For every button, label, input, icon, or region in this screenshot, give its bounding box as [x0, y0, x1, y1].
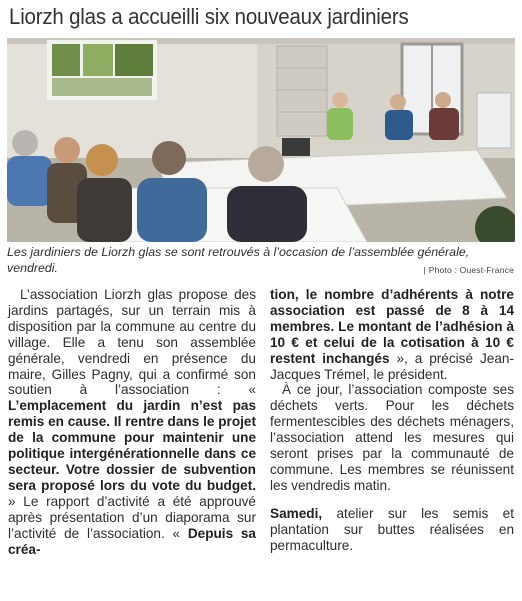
paragraph [270, 287, 514, 382]
quote-bold: Depuis sa créa- [8, 525, 256, 557]
article-column-left [8, 287, 256, 557]
article-photo [7, 38, 515, 242]
credit-separator: | [423, 265, 426, 275]
body-text: atelier sur les semis et plantation sur buttes réalisées en permaculture. [270, 505, 514, 553]
paragraph [270, 506, 514, 554]
quote-bold: tion, le nombre d’adhérents à notre association est passé de 8 à 14 membres. Le montant de l’adhésion à 10 € et celui de la cotisation à 10 € restent inchangés [270, 287, 514, 366]
quote-bold: L’emplacement du jardin n’est pas remis en cause. Il rentre dans le projet de la commune pour maintenir une politique intergénérationnelle dans ce secteur. Votre dossier de subvention sera proposé lors du vote du budget. [8, 398, 256, 493]
photo-credit [423, 265, 514, 275]
photo-caption: Les jardiniers de Liorzh glas se sont retrouvés à l’occasion de l’assemblée générale, vendredi. [7, 245, 470, 275]
body-text: L’association Liorzh glas propose des jardins partagés, sur un terrain mis à disposition par la commune au centre du village. Elle a tenu son assemblée générale, vendredi en présence du maire, Gilles Pagny, qui a confirmé son soutien à l’association : « [8, 287, 256, 398]
body-text: » Le rapport d’activité a été approuvé après présentation d’un diaporama sur l’activité de l’association. « [8, 493, 256, 541]
credit-text: Photo : Ouest-France [428, 265, 514, 275]
article-headline: Liorzh glas a accueilli six nouveaux jardiniers [9, 4, 409, 29]
body-text: », a précisé Jean-Jacques Trémel, le président. [270, 350, 514, 382]
article-column-right [270, 287, 514, 554]
paragraph [8, 287, 256, 557]
paragraph: À ce jour, l’association composte ses déchets verts. Pour les déchets fermentescibles des déchets ménagers, l’association attend les mesures qui seront prises par la communauté de commune. Les membres se réunissent les vendredis matin. [270, 382, 514, 493]
lead-bold: Samedi, [270, 505, 323, 521]
